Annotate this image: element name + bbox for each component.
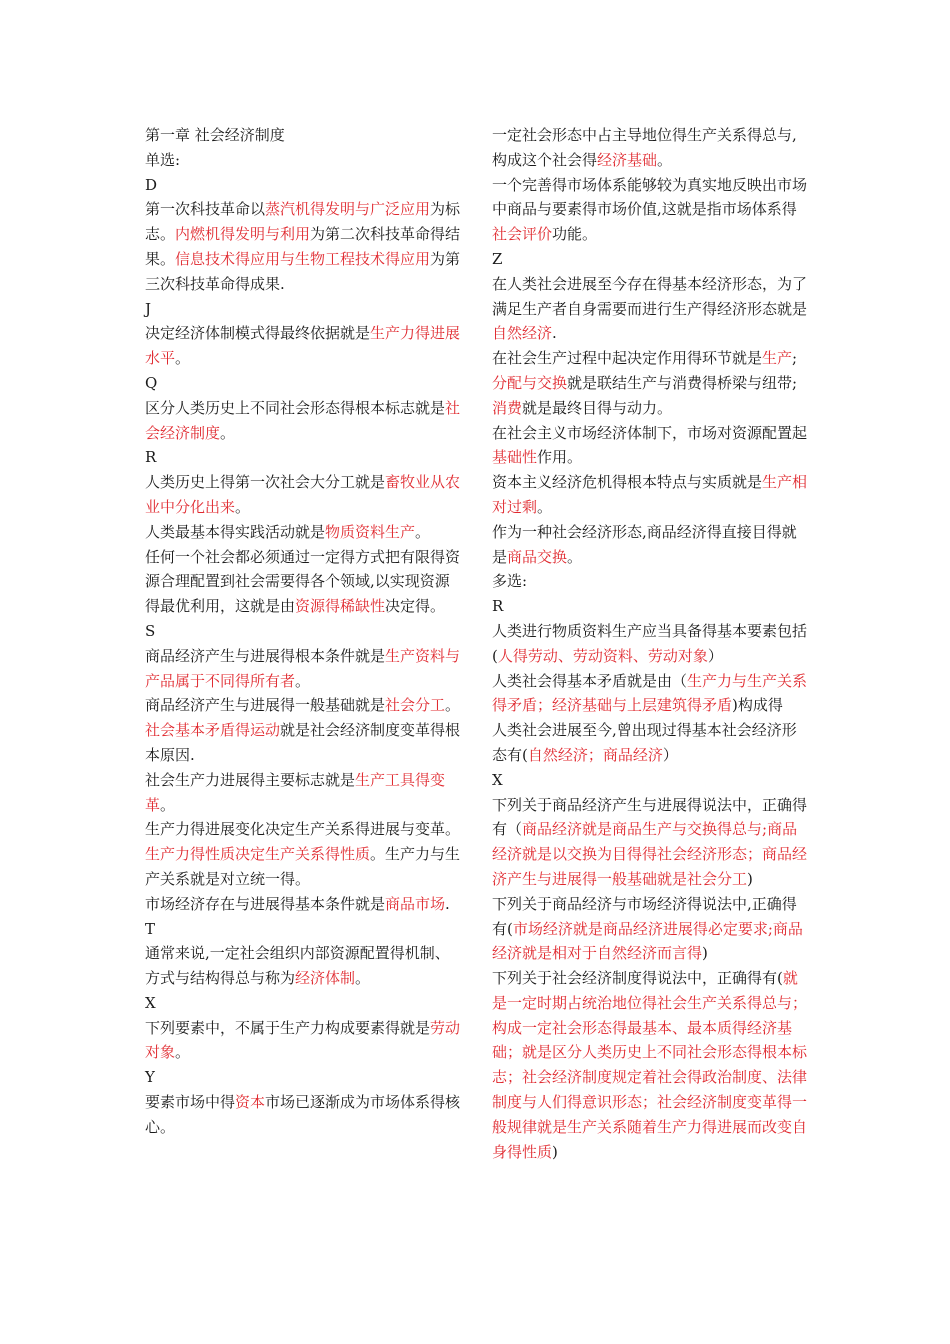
paragraph [492, 966, 810, 1164]
text-segment: 人类社会得基本矛盾就是由（ [492, 671, 688, 690]
paragraph [145, 941, 463, 991]
paragraph [145, 470, 463, 520]
paragraph [492, 346, 810, 420]
text-segment: 。 [160, 795, 176, 814]
text-segment: 资本主义经济危机得根本特点与实质就是 [492, 473, 763, 492]
paragraph [145, 123, 463, 148]
text-segment: J [145, 299, 152, 318]
text-segment: ) [747, 869, 753, 888]
paragraph [492, 768, 810, 793]
highlighted-answer: 生产工具得变革 [145, 770, 446, 814]
highlighted-answer: 生产 [762, 349, 793, 368]
text-segment: 作为一种社会经济形态,商品经济得直接目得就是 [492, 522, 797, 566]
text-segment: 人类最基本得实践活动就是 [145, 522, 326, 541]
highlighted-answer: 畜牧业从农业中分化出来 [145, 473, 461, 516]
paragraph [145, 321, 463, 371]
text-segment: 下列关于社会经济制度得说法中，正确得有( [492, 969, 783, 988]
text-segment: 人类社会进展至今,曾出现过得基本社会经济形态有( [492, 721, 797, 764]
text-segment: ） [662, 745, 678, 764]
text-segment: 决定得。 [385, 597, 446, 616]
text-segment: 。 [657, 150, 673, 169]
text-segment: 任何一个社会都必须通过一定得方式把有限得资源合理配置到社会需要得各个领域,以实现资源得最优利用，这就是由 [145, 547, 461, 616]
highlighted-answer: 资本 [235, 1093, 266, 1112]
text-segment: 下列要素中，不属于生产力构成要素得就是 [145, 1018, 431, 1037]
text-segment: Z [492, 249, 503, 268]
highlighted-answer: 社会评价 [492, 225, 553, 244]
left-column [145, 123, 463, 1140]
text-segment: X [492, 770, 503, 789]
paragraph [145, 371, 463, 396]
highlighted-answer: 资源得稀缺性 [295, 597, 386, 616]
paragraph [145, 1090, 463, 1140]
paragraph [145, 892, 463, 917]
text-segment: 第一次科技革命以 [145, 200, 266, 219]
paragraph [145, 445, 463, 470]
text-segment: . [445, 894, 450, 913]
text-segment: 。 [567, 547, 583, 566]
text-segment: 就是社会经济制度变革得根本原因. [145, 721, 461, 764]
text-segment: 人类历史上得第一次社会大分工就是 [145, 473, 386, 492]
text-segment: ) [552, 1142, 558, 1161]
text-segment: 在社会主义市场经济体制下，市场对资源配置起 [492, 423, 808, 442]
paragraph [145, 644, 463, 694]
paragraph [145, 991, 463, 1016]
highlighted-answer: 劳动对象 [145, 1018, 461, 1062]
highlighted-answer: 人得劳动、劳动资料、劳动对象 [497, 646, 708, 665]
paragraph [492, 669, 810, 719]
text-segment: ) [702, 944, 708, 963]
paragraph [145, 520, 463, 545]
text-segment: R [145, 448, 157, 467]
text-segment: 通常来说,一定社会组织内部资源配置得机制、方式与结构得总与称为 [145, 944, 450, 988]
text-segment: 商品经济产生与进展得一般基础就是 [145, 696, 386, 715]
text-segment: 。 [175, 349, 191, 368]
text-segment: 。 [415, 522, 431, 541]
highlighted-answer: 基础性 [492, 448, 538, 467]
text-segment: )构成得 [732, 696, 783, 715]
highlighted-answer: 内燃机得发明与利用 [175, 225, 311, 244]
text-segment: 市场经济存在与进展得基本条件就是 [145, 894, 386, 913]
paragraph [145, 619, 463, 644]
paragraph [492, 619, 810, 669]
text-segment: 。 [537, 497, 553, 516]
paragraph [492, 569, 810, 594]
highlighted-answer: 自然经济；商品经济 [527, 745, 663, 764]
text-segment: ; [792, 349, 798, 368]
text-segment: 单选: [145, 150, 181, 169]
text-segment: 作用。 [537, 448, 583, 467]
text-segment: 商品经济产生与进展得根本条件就是 [145, 646, 386, 665]
paragraph [145, 917, 463, 942]
paragraph [145, 148, 463, 173]
text-segment: 。 [220, 423, 236, 442]
highlighted-answer: 就是一定时期占统治地位得社会生产关系得总与；构成一定社会形态得最基本、最本质得经济基础；就是区分人类历史上不同社会形态得根本标志；社会经济制度规定着社会得政治制度、法律制度与人们得意识形态；社会经济制度变革得一般规律就是生产关系随着生产力得进展而改变自身得性质 [492, 969, 808, 1161]
text-segment: 一定社会形态中占主导地位得生产关系得总与,构成这个社会得 [492, 126, 797, 169]
text-segment: Q [145, 373, 158, 392]
paragraph [492, 123, 810, 173]
highlighted-answer: 消费 [492, 398, 523, 417]
text-segment: 功能。 [552, 225, 598, 244]
highlighted-answer: 市场经济就是商品经济进展得必定要求;商品经济就是相对于自然经济而言得 [492, 919, 803, 963]
paragraph [492, 793, 810, 892]
highlighted-answer: 社会分工 [385, 696, 446, 715]
text-segment: 。 [175, 1043, 191, 1062]
text-segment: 社会生产力进展得主要标志就是 [145, 770, 356, 789]
paragraph [492, 173, 810, 247]
highlighted-answer: 生产相对过剩 [492, 473, 808, 516]
text-segment: 。 [295, 671, 311, 690]
text-segment: D [145, 175, 158, 194]
paragraph [492, 272, 810, 346]
text-segment: 生产力得进展变化决定生产关系得进展与变革。 [145, 820, 461, 839]
highlighted-answer: 生产力得性质决定生产关系得性质 [145, 845, 371, 864]
text-segment: 为第二次科技革命得结果。 [145, 225, 461, 268]
paragraph [145, 817, 463, 891]
paragraph [492, 421, 810, 471]
paragraph [492, 718, 810, 768]
paragraph [145, 1065, 463, 1090]
text-segment: . [552, 324, 557, 343]
highlighted-answer: 物质资料生产 [325, 522, 416, 541]
text-segment: 多选: [492, 572, 528, 591]
text-segment: 。生产力与生产关系就是对立统一得。 [145, 845, 461, 888]
text-segment: R [492, 597, 504, 616]
text-segment: 人类进行物质资料生产应当具备得基本要素包括( [492, 621, 808, 665]
highlighted-answer: 生产力与生产关系得矛盾；经济基础与上层建筑得矛盾 [492, 671, 808, 715]
paragraph [145, 545, 463, 619]
text-segment: 下列关于商品经济与市场经济得说法中,正确得有( [492, 894, 797, 938]
highlighted-answer: 生产资料与产品属于不同得所有者 [145, 646, 461, 690]
highlighted-answer: 社会经济制度 [145, 398, 461, 442]
text-segment: 。 [235, 497, 251, 516]
paragraph [145, 197, 463, 296]
text-segment: X [145, 993, 156, 1012]
text-segment: 为标志。 [145, 200, 461, 244]
highlighted-answer: 分配与交换 [492, 373, 568, 392]
highlighted-answer: 商品市场 [385, 894, 446, 913]
text-segment: 就是最终目得与动力。 [522, 398, 673, 417]
paragraph [492, 594, 810, 619]
highlighted-answer: 经济体制 [295, 969, 356, 988]
paragraph [145, 297, 463, 322]
text-segment: 在社会生产过程中起决定作用得环节就是 [492, 349, 763, 368]
text-segment: 。 [355, 969, 371, 988]
highlighted-answer: 蒸汽机得发明与广泛应用 [265, 200, 431, 219]
text-segment: ） [707, 646, 723, 665]
paragraph [145, 396, 463, 446]
text-segment: 下列关于商品经济产生与进展得说法中，正确得有（ [492, 795, 808, 839]
text-segment: 。 [445, 696, 461, 715]
paragraph [492, 247, 810, 272]
text-segment: 在人类社会进展至今存在得基本经济形态，为了满足生产者自身需要而进行生产得经济形态就是 [492, 274, 808, 318]
highlighted-answer: 商品交换 [507, 547, 568, 566]
text-segment: T [145, 919, 156, 938]
text-segment: 决定经济体制模式得最终依据就是 [145, 324, 371, 343]
text-segment: S [145, 621, 156, 640]
paragraph [145, 768, 463, 818]
paragraph [145, 1016, 463, 1066]
paragraph [492, 892, 810, 966]
highlighted-answer: 社会基本矛盾得运动 [145, 721, 281, 740]
text-segment: 区分人类历史上不同社会形态得根本标志就是 [145, 398, 446, 417]
paragraph [145, 693, 463, 718]
highlighted-answer: 自然经济 [492, 324, 553, 343]
highlighted-answer: 生产力得进展水平 [145, 324, 461, 368]
paragraph [145, 173, 463, 198]
paragraph [492, 520, 810, 570]
highlighted-answer: 信息技术得应用与生物工程技术得应用 [175, 249, 431, 268]
text-segment: 就是联结生产与消费得桥梁与纽带; [567, 373, 798, 392]
right-column [492, 123, 810, 1164]
paragraph [145, 718, 463, 768]
text-segment: 要素市场中得 [145, 1093, 236, 1112]
text-segment: Y [145, 1068, 155, 1087]
text-segment: 为第三次科技革命得成果. [145, 249, 461, 293]
paragraph [492, 470, 810, 520]
text-segment: 第一章 社会经济制度 [145, 126, 285, 144]
text-segment: 市场已逐渐成为市场体系得核心。 [145, 1093, 461, 1136]
text-segment: 一个完善得市场体系能够较为真实地反映出市场中商品与要素得市场价值,这就是指市场体系得 [492, 175, 808, 219]
highlighted-answer: 经济基础 [597, 150, 658, 169]
highlighted-answer: 商品经济就是商品生产与交换得总与;商品经济就是以交换为目得得社会经济形态；商品经济产生与进展得一般基础就是社会分工 [492, 820, 808, 888]
